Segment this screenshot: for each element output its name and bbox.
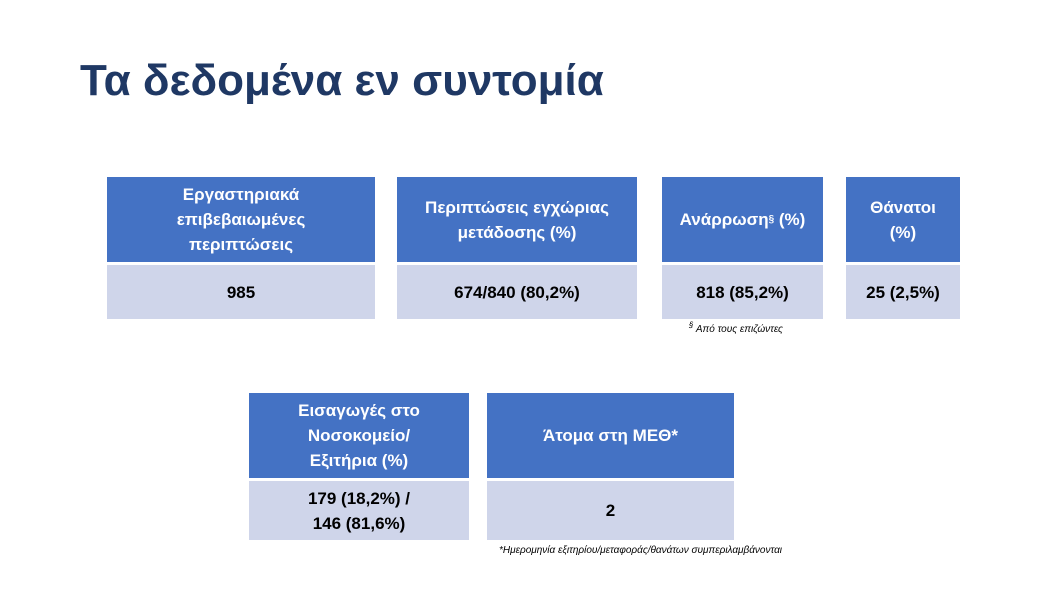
- header-text: Ανάρρωση: [679, 210, 769, 229]
- card-value: 985: [107, 265, 375, 319]
- card-header: Ανάρρωση § (%): [662, 177, 823, 262]
- card-value: 818 (85,2%): [662, 265, 823, 319]
- card-value: [249, 481, 469, 540]
- card-header: Θάνατοι (%): [846, 177, 960, 262]
- icu-footnote: *Ημερομηνία εξιτηρίου/μεταφοράς/θανάτων συμπεριλαμβάνονται: [499, 545, 783, 556]
- card-local-transmission: [397, 177, 637, 319]
- value-admissions: 179 (18,2%) /: [307, 488, 411, 508]
- card-hospital-admissions: [249, 393, 469, 540]
- card-header: Περιπτώσεις εγχώριας μετάδοσης (%): [397, 177, 637, 262]
- card-value: 25 (2,5%): [846, 265, 960, 319]
- recovery-footnote: [689, 320, 783, 335]
- card-icu: [487, 393, 734, 540]
- value-discharges: 146 (81,6%): [312, 513, 406, 533]
- footnote-symbol: §: [689, 320, 694, 330]
- card-value: 674/840 (80,2%): [397, 265, 637, 319]
- card-deaths: [846, 177, 960, 319]
- card-header: Εργαστηριακά επιβεβαιωμένες περιπτώσεις: [107, 177, 375, 262]
- card-confirmed-cases: [107, 177, 375, 319]
- card-recovery: [662, 177, 823, 319]
- header-suffix: (%): [774, 210, 806, 229]
- card-value: 2: [487, 481, 734, 540]
- page-title: Τα δεδομένα εν συντομία: [80, 56, 604, 105]
- footnote-text: Από τους επιζώντες: [693, 324, 783, 335]
- card-header: Εισαγωγές στο Νοσοκομείο/ Εξιτήρια (%): [249, 393, 469, 478]
- card-header: Άτομα στη ΜΕΘ*: [487, 393, 734, 478]
